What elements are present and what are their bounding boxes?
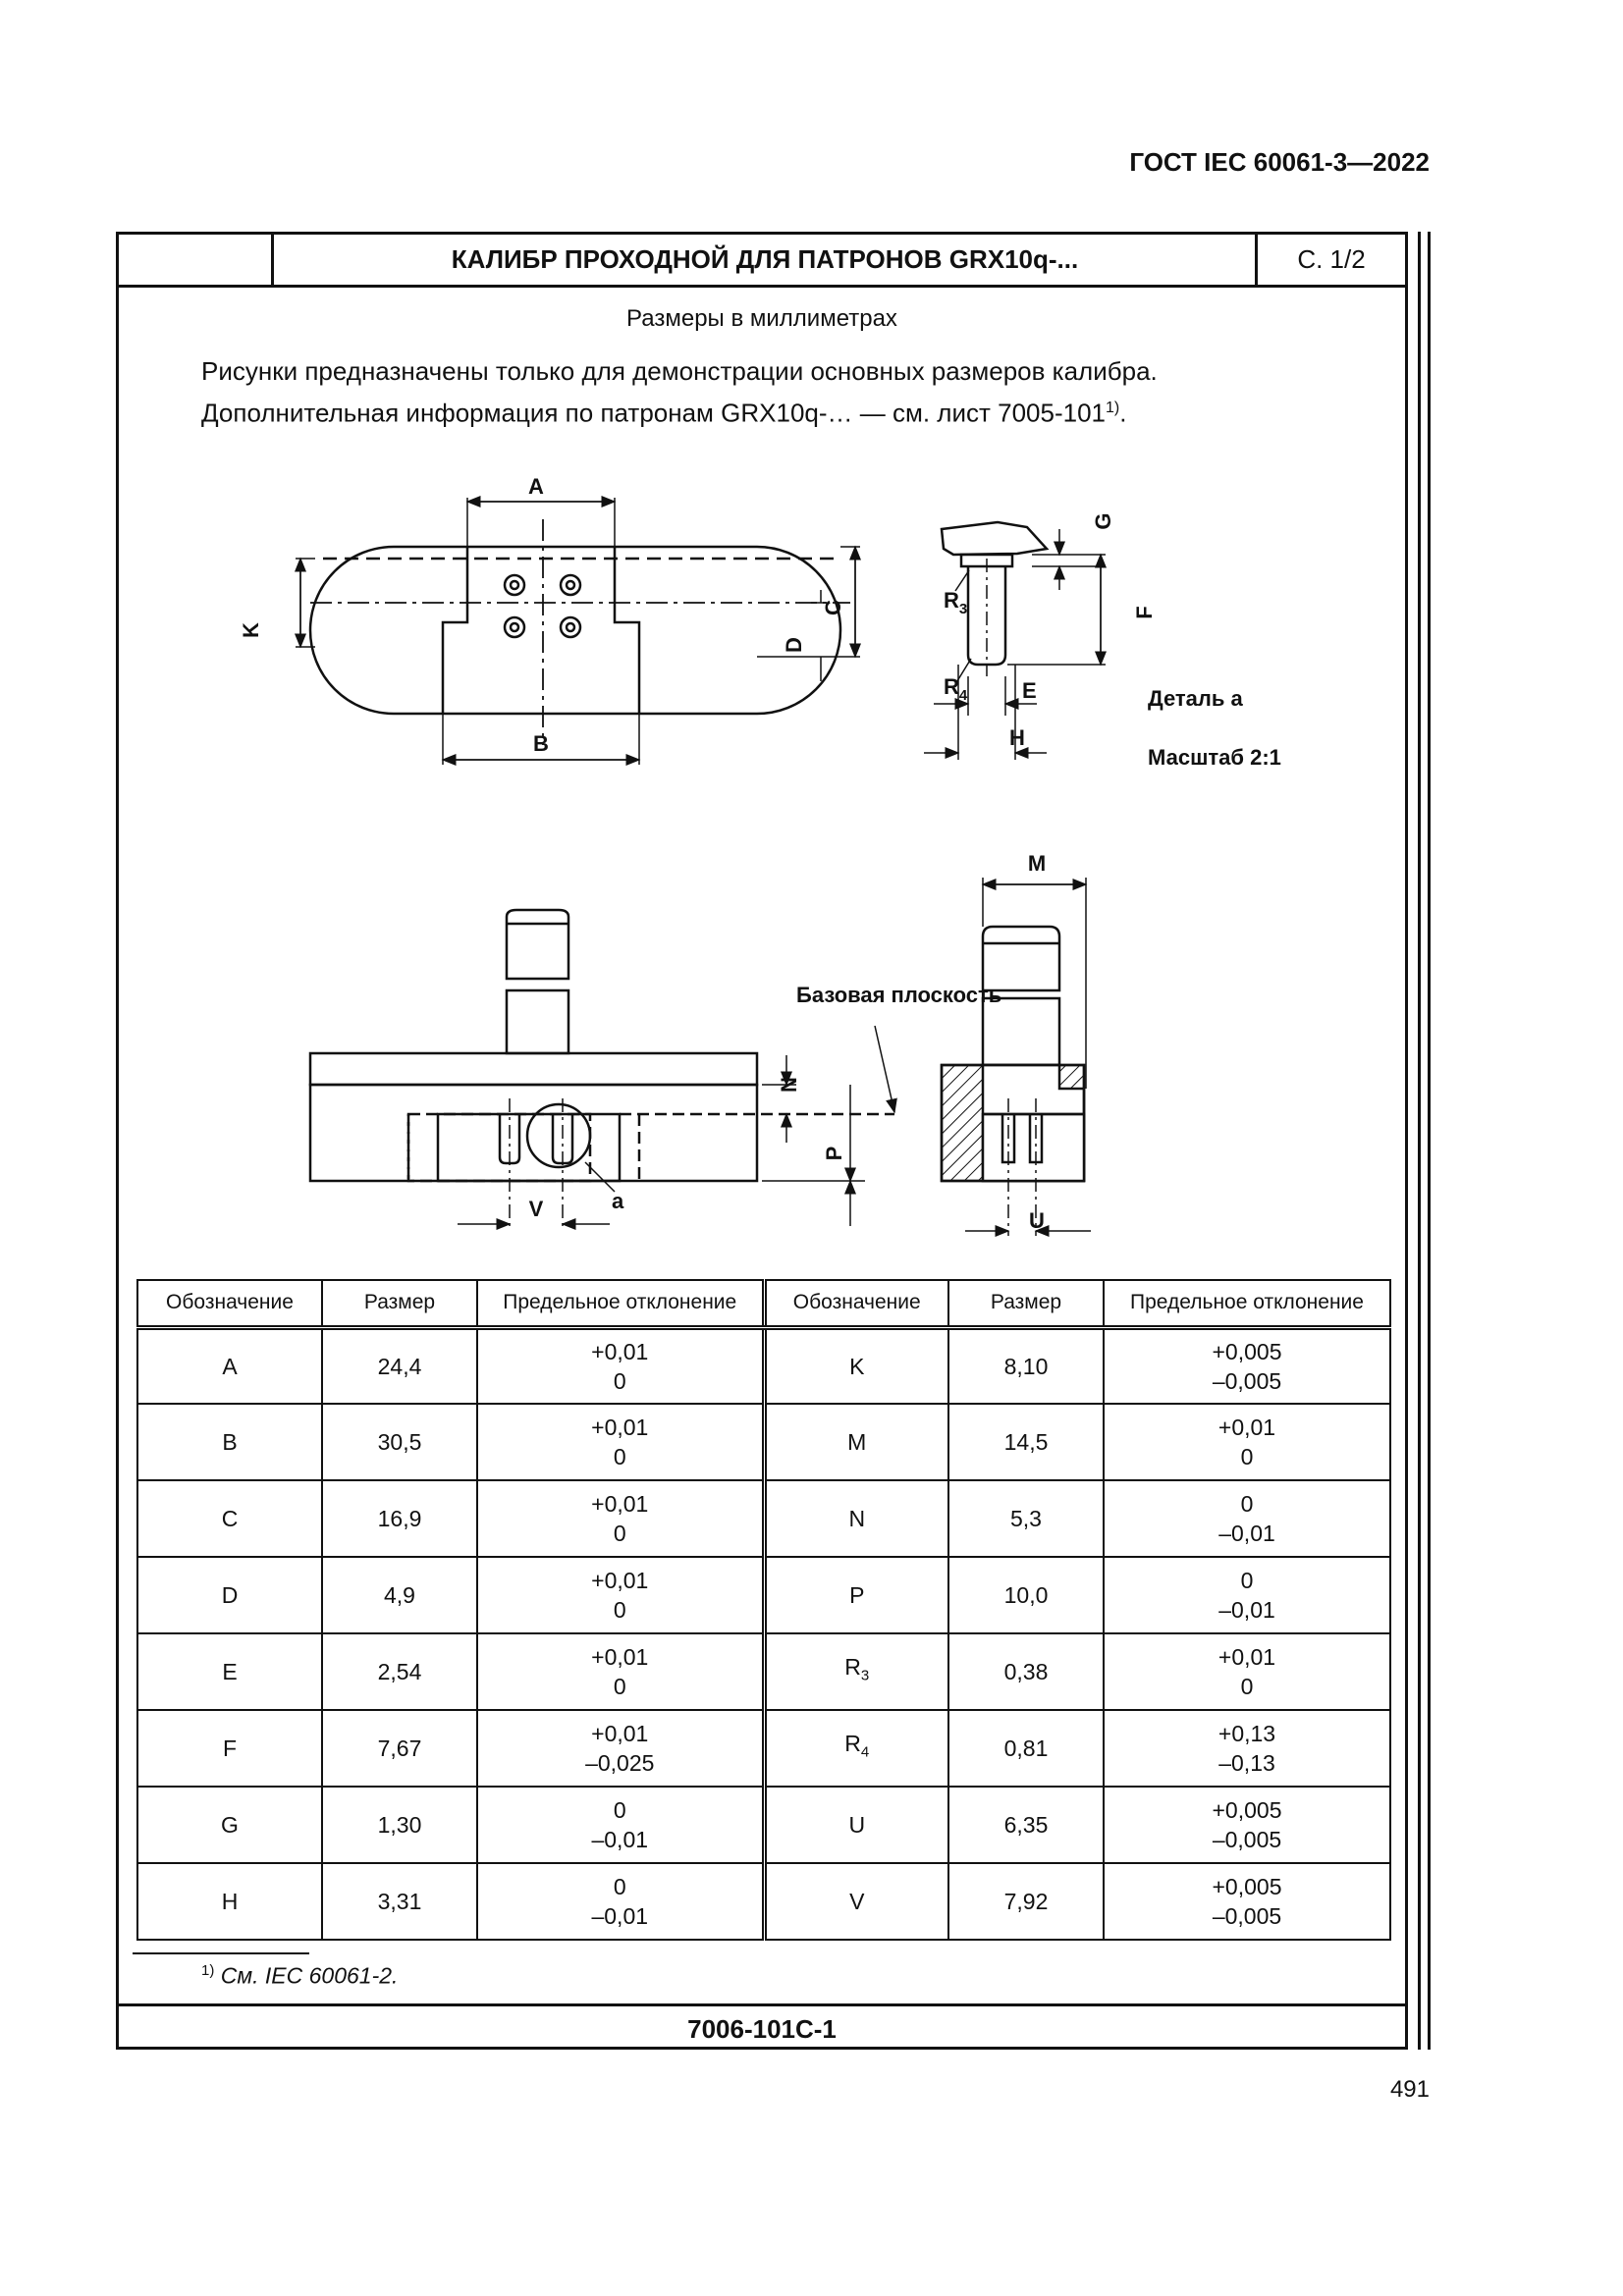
table-row: G 1,30 0 –0,01 U 6,35 +0,005 –0,005 [137, 1787, 1390, 1863]
dim-label-h: H [1009, 725, 1025, 750]
table-row: A 24,4 +0,01 0 K 8,10 +0,005 –0,005 [137, 1327, 1390, 1404]
base-plane-label: Базовая плоскость [796, 983, 1002, 1007]
detail-marker-a: a [612, 1189, 624, 1213]
sheet-title: КАЛИБР ПРОХОДНОЙ ДЛЯ ПАТРОНОВ GRX10q-... [451, 244, 1079, 274]
front-view [310, 910, 894, 1231]
table-row: D 4,9 +0,01 0 P 10,0 0 –0,01 [137, 1557, 1390, 1633]
dim-label-d: D [782, 637, 806, 653]
dim-label-r3: $R_3$ [944, 588, 968, 617]
dim-label-e: E [1022, 678, 1037, 703]
dimension-table [136, 1279, 1391, 1941]
table-row: H 3,31 0 –0,01 V 7,92 +0,005 –0,005 [137, 1863, 1390, 1940]
table-row: F 7,67 +0,01 –0,025 $R_4$ 0,81 +0,13 –0,13 [137, 1710, 1390, 1787]
scale-label: Масштаб 2:1 [1148, 745, 1281, 770]
side-view [942, 878, 1091, 1236]
dim-label-v: V [528, 1197, 544, 1221]
detail-a-label: Деталь a [1148, 686, 1243, 711]
standard-number: ГОСТ IEC 60061-3—2022 [1129, 147, 1430, 177]
page-number: 491 [1389, 2076, 1430, 2103]
column-header: Обозначение [764, 1280, 948, 1327]
detail-a-view [924, 522, 1106, 760]
dim-label-a: A [528, 474, 544, 499]
frame-rail [1428, 232, 1431, 2050]
intro-line-2: Дополнительная информация по патронам GRX10q-… — см. лист 7005-101$^{1)}$. [201, 398, 1127, 428]
column-header: Обозначение [137, 1280, 322, 1327]
column-header: Размер [948, 1280, 1104, 1327]
units-note: Размеры в миллиметрах [626, 305, 897, 332]
sheet-number: 7006-101C-1 [119, 2003, 1405, 2050]
column-header: Предельное отклонение [477, 1280, 764, 1327]
column-header: Размер [322, 1280, 477, 1327]
dim-label-r4: $R_4$ [944, 674, 968, 704]
dim-label-b: B [533, 731, 549, 756]
dim-label-m: M [1027, 851, 1047, 876]
footnote: $^{1)}$ См. IEC 60061-2. [201, 1962, 399, 1989]
table-row: C 16,9 +0,01 0 N 5,3 0 –0,01 [137, 1480, 1390, 1557]
dim-label-u: U [1029, 1208, 1045, 1233]
table-row: E 2,54 +0,01 0 $R_3$ 0,38 +0,01 0 [137, 1633, 1390, 1710]
dim-label-g: G [1091, 512, 1115, 530]
gauge-drawing [119, 235, 1405, 1275]
table-row: B 30,5 +0,01 0 M 14,5 +0,01 0 [137, 1404, 1390, 1480]
dim-label-p: P [822, 1146, 846, 1161]
top-view [296, 498, 860, 765]
footnote-rule [133, 1952, 309, 1954]
dim-label-k: K [239, 622, 263, 638]
dim-label-c: C [821, 600, 845, 615]
sheet-frame [116, 232, 1408, 2050]
dim-label-n: N [777, 1077, 801, 1093]
column-header: Предельное отклонение [1104, 1280, 1390, 1327]
dim-label-f: F [1132, 606, 1157, 619]
sheet-page-ref: С. 1/2 [1255, 235, 1405, 285]
frame-rail [1418, 232, 1421, 2050]
intro-line-1: Рисунки предназначены только для демонстрации основных размеров калибра. [201, 356, 1158, 386]
table-header-row [137, 1280, 1390, 1327]
